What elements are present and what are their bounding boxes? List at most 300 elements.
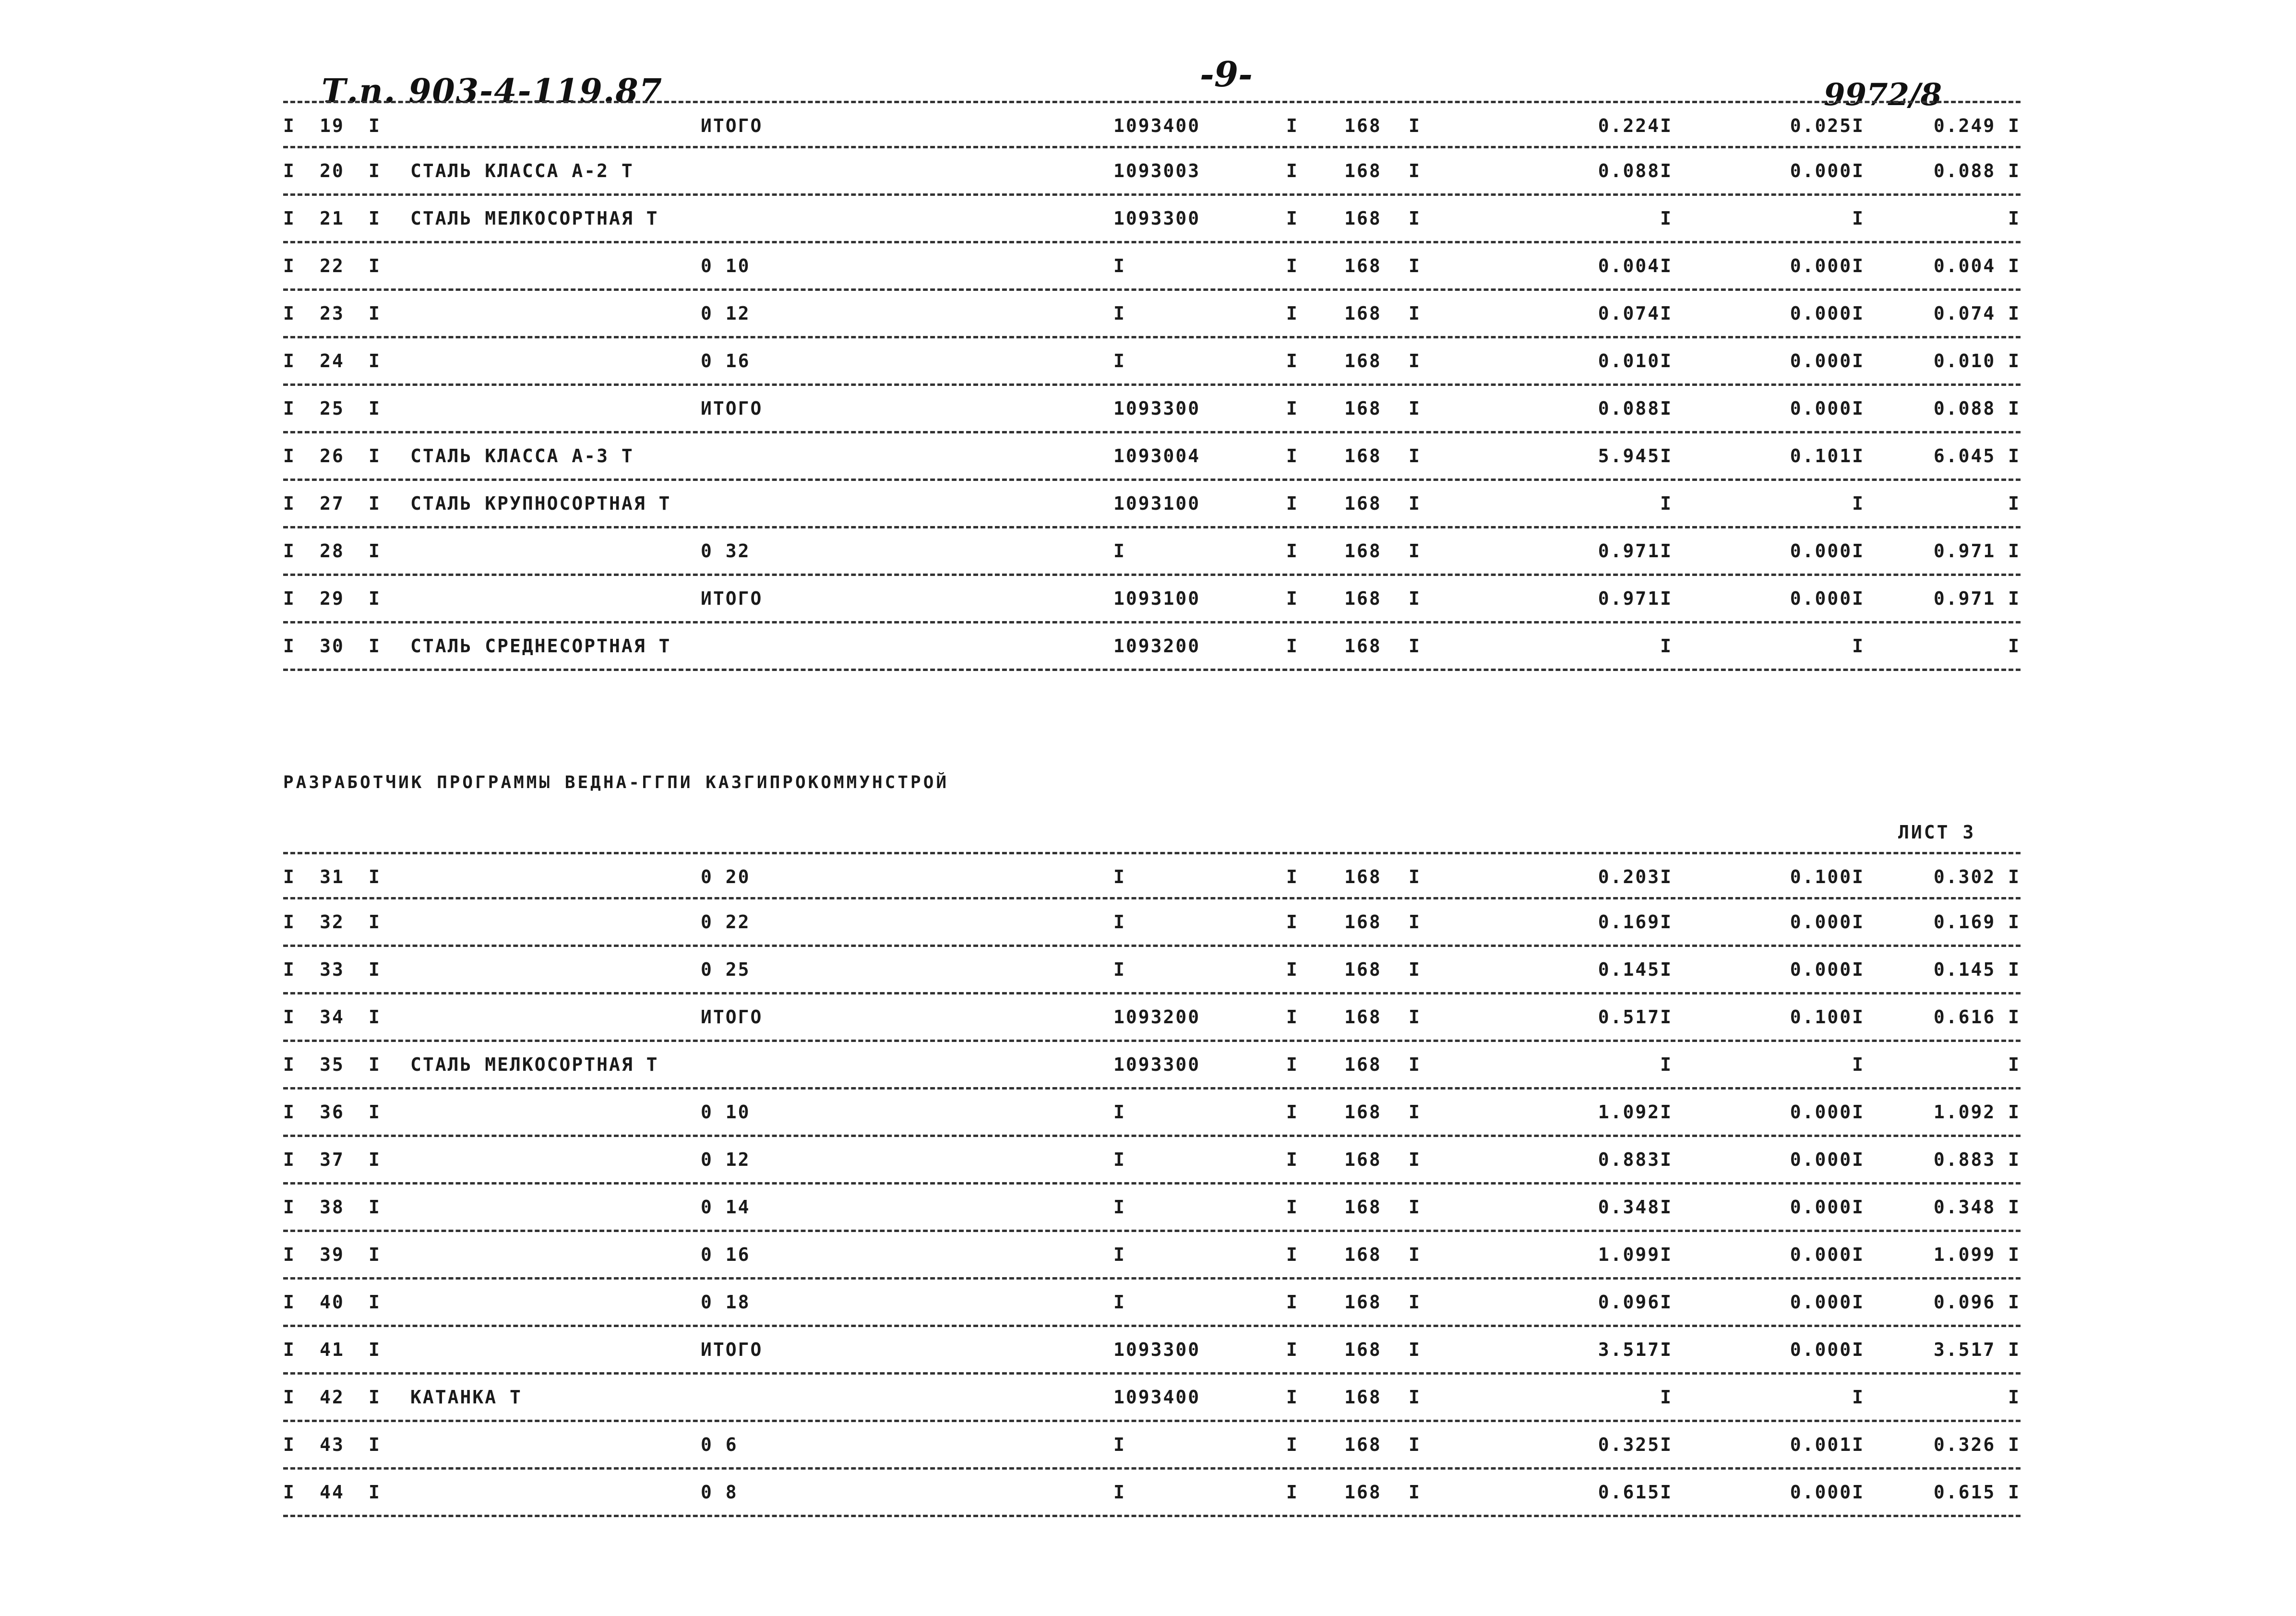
col-separator: I [369,1434,381,1455]
col-separator: I [1409,1244,1421,1265]
row-number: 40 [320,1292,345,1313]
material-code: I [1113,959,1126,980]
row-number: 43 [320,1434,345,1455]
value-total: 0.096 I [1933,1292,2021,1313]
material-size: ИТОГО [701,398,763,419]
col-separator: I [283,1197,296,1218]
col-separator: I [369,208,381,229]
col-separator: I [369,493,381,514]
col-separator: I [1286,445,1299,467]
row-number: 37 [320,1149,345,1170]
material-size: 0 8 [701,1482,738,1503]
table-row [283,196,2021,243]
quantity-code: 168 [1344,303,1382,324]
value-1: 0.883I [1598,1149,1673,1170]
table-row [283,899,2021,947]
quantity-code: 168 [1344,1339,1382,1360]
value-1: 0.145I [1598,959,1673,980]
table-row [283,433,2021,481]
table-row [283,1422,2021,1470]
quantity-code: 168 [1344,1149,1382,1170]
row-number: 22 [320,255,345,276]
value-2: 0.000I [1790,1101,1865,1123]
material-size: 0 10 [701,1101,751,1123]
col-separator: I [1286,911,1299,933]
quantity-code: 168 [1344,1482,1382,1503]
col-separator: I [1409,208,1421,229]
value-1: 0.615I [1598,1482,1673,1503]
material-name: СТАЛЬ КРУПНОСОРТНАЯ Т [410,493,671,514]
value-total: I [2008,1387,2021,1408]
material-code: I [1113,1197,1126,1218]
material-size: 0 20 [701,866,751,887]
col-separator: I [1286,1387,1299,1408]
col-separator: I [283,1244,296,1265]
col-separator: I [283,959,296,980]
col-separator: I [283,1054,296,1075]
col-separator: I [1286,160,1299,181]
row-number: 21 [320,208,345,229]
col-separator: I [1409,588,1421,609]
value-total: 3.517 I [1933,1339,2021,1360]
table-row [283,1042,2021,1089]
value-2: 0.000I [1790,1244,1865,1265]
row-number: 25 [320,398,345,419]
table-row [283,386,2021,433]
value-1: 0.203I [1598,866,1673,887]
value-total: 1.099 I [1933,1244,2021,1265]
material-code: I [1113,1149,1126,1170]
col-separator: I [1409,1149,1421,1170]
col-separator: I [1286,493,1299,514]
quantity-code: 168 [1344,160,1382,181]
value-total: 6.045 I [1933,445,2021,467]
value-total: I [2008,635,2021,657]
value-2: 0.000I [1790,1482,1865,1503]
value-2: 0.000I [1790,588,1865,609]
quantity-code: 168 [1344,255,1382,276]
quantity-code: 168 [1344,588,1382,609]
col-separator: I [369,1339,381,1360]
material-code: I [1113,1292,1126,1313]
value-total: 0.971 I [1933,588,2021,609]
material-size: 0 12 [701,1149,751,1170]
value-total: 0.348 I [1933,1197,2021,1218]
value-2: I [1852,1054,1865,1075]
col-separator: I [1409,493,1421,514]
col-separator: I [1409,1387,1421,1408]
col-separator: I [1286,303,1299,324]
value-2: 0.000I [1790,1292,1865,1313]
col-separator: I [1409,959,1421,980]
col-separator: I [369,540,381,562]
row-number: 39 [320,1244,345,1265]
col-separator: I [283,160,296,181]
quantity-code: 168 [1344,959,1382,980]
col-separator: I [1286,208,1299,229]
material-size: 0 14 [701,1197,751,1218]
col-separator: I [369,160,381,181]
col-separator: I [369,445,381,467]
col-separator: I [1409,1434,1421,1455]
table-row [283,243,2021,291]
col-separator: I [1409,160,1421,181]
quantity-code: 168 [1344,1101,1382,1123]
value-2: 0.100I [1790,1006,1865,1028]
col-separator: I [283,1101,296,1123]
col-separator: I [1286,1292,1299,1313]
material-size: ИТОГО [701,1006,763,1028]
col-separator: I [283,493,296,514]
col-separator: I [369,635,381,657]
material-code: 1093100 [1113,588,1201,609]
value-1: 0.074I [1598,303,1673,324]
material-code: I [1113,911,1126,933]
table-row [283,1232,2021,1280]
materials-table-top [283,101,2021,671]
row-number: 38 [320,1197,345,1218]
col-separator: I [1286,635,1299,657]
col-separator: I [369,1006,381,1028]
value-1: 0.224I [1598,115,1673,136]
material-size: 0 32 [701,540,751,562]
col-separator: I [283,255,296,276]
material-size: 0 18 [701,1292,751,1313]
value-2: 0.000I [1790,303,1865,324]
quantity-code: 168 [1344,1292,1382,1313]
col-separator: I [1409,540,1421,562]
row-number: 34 [320,1006,345,1028]
col-separator: I [283,635,296,657]
material-size: ИТОГО [701,588,763,609]
material-size: 0 25 [701,959,751,980]
quantity-code: 168 [1344,208,1382,229]
material-code: 1093300 [1113,398,1201,419]
col-separator: I [283,1387,296,1408]
value-total: 0.615 I [1933,1482,2021,1503]
col-separator: I [283,540,296,562]
col-separator: I [1409,1054,1421,1075]
col-separator: I [283,445,296,467]
value-total: 0.088 I [1933,160,2021,181]
value-1: 0.096I [1598,1292,1673,1313]
row-number: 41 [320,1339,345,1360]
material-code: I [1113,1101,1126,1123]
value-2: 0.000I [1790,350,1865,371]
col-separator: I [1409,1339,1421,1360]
col-separator: I [1409,1482,1421,1503]
material-name: СТАЛЬ МЕЛКОСОРТНАЯ Т [410,208,659,229]
col-separator: I [1286,1149,1299,1170]
table-row [283,1185,2021,1232]
row-number: 33 [320,959,345,980]
material-code: 1093200 [1113,1006,1201,1028]
col-separator: I [1409,866,1421,887]
value-1: 1.092I [1598,1101,1673,1123]
row-number: 28 [320,540,345,562]
material-code: I [1113,350,1126,371]
material-code: I [1113,866,1126,887]
row-number: 24 [320,350,345,371]
value-total: 0.326 I [1933,1434,2021,1455]
col-separator: I [369,1054,381,1075]
quantity-code: 168 [1344,866,1382,887]
table-row [283,576,2021,623]
value-total: 0.883 I [1933,1149,2021,1170]
value-total: 0.169 I [1933,911,2021,933]
col-separator: I [1286,1054,1299,1075]
quantity-code: 168 [1344,493,1382,514]
value-1: 0.348I [1598,1197,1673,1218]
material-code: 1093300 [1113,208,1201,229]
quantity-code: 168 [1344,1197,1382,1218]
row-number: 23 [320,303,345,324]
value-total: 0.616 I [1933,1006,2021,1028]
developer-line: РАЗРАБОТЧИК ПРОГРАММЫ ВЕДНА-ГГПИ КАЗГИПРОКОММУНСТРОЙ [283,773,949,792]
value-total: 0.088 I [1933,398,2021,419]
material-size: 0 22 [701,911,751,933]
row-number: 29 [320,588,345,609]
quantity-code: 168 [1344,398,1382,419]
row-number: 31 [320,866,345,887]
col-separator: I [1409,635,1421,657]
col-separator: I [283,398,296,419]
value-1: 0.971I [1598,540,1673,562]
col-separator: I [283,1292,296,1313]
quantity-code: 168 [1344,350,1382,371]
material-name: СТАЛЬ КЛАССА А-3 Т [410,445,634,467]
value-total: 1.092 I [1933,1101,2021,1123]
col-separator: I [1409,303,1421,324]
col-separator: I [369,1292,381,1313]
value-1: I [1660,635,1673,657]
value-1: I [1660,493,1673,514]
col-separator: I [283,1434,296,1455]
col-separator: I [1409,445,1421,467]
col-separator: I [369,1244,381,1265]
col-separator: I [1409,911,1421,933]
col-separator: I [283,1339,296,1360]
material-code: I [1113,303,1126,324]
col-separator: I [1409,1292,1421,1313]
quantity-code: 168 [1344,635,1382,657]
quantity-code: 168 [1344,540,1382,562]
value-1: 0.004I [1598,255,1673,276]
value-1: 0.169I [1598,911,1673,933]
value-2: I [1852,1387,1865,1408]
material-code: I [1113,1434,1126,1455]
value-total: 0.302 I [1933,866,2021,887]
material-code: 1093300 [1113,1339,1201,1360]
col-separator: I [369,911,381,933]
row-number: 36 [320,1101,345,1123]
col-separator: I [1409,255,1421,276]
value-2: 0.001I [1790,1434,1865,1455]
table-row [283,1137,2021,1185]
page-number: -9- [1200,54,1253,95]
value-total: I [2008,208,2021,229]
col-separator: I [1286,255,1299,276]
value-2: I [1852,493,1865,514]
quantity-code: 168 [1344,1054,1382,1075]
table-row [283,994,2021,1042]
col-separator: I [283,1149,296,1170]
value-1: 0.088I [1598,398,1673,419]
value-1: 1.099I [1598,1244,1673,1265]
value-total: 0.249 I [1933,115,2021,136]
table-row [283,148,2021,196]
quantity-code: 168 [1344,1434,1382,1455]
col-separator: I [369,255,381,276]
value-1: I [1660,1387,1673,1408]
quantity-code: 168 [1344,911,1382,933]
col-separator: I [369,1101,381,1123]
value-2: 0.000I [1790,540,1865,562]
material-name: СТАЛЬ МЕЛКОСОРТНАЯ Т [410,1054,659,1075]
row-number: 26 [320,445,345,467]
col-separator: I [283,866,296,887]
col-separator: I [283,115,296,136]
value-total: 0.010 I [1933,350,2021,371]
quantity-code: 168 [1344,445,1382,467]
material-size: ИТОГО [701,1339,763,1360]
table-row [283,623,2021,671]
col-separator: I [1286,1006,1299,1028]
material-code: I [1113,1244,1126,1265]
table-row [283,947,2021,994]
value-1: I [1660,208,1673,229]
table-row [283,101,2021,148]
value-1: 0.517I [1598,1006,1673,1028]
col-separator: I [369,1482,381,1503]
col-separator: I [283,1482,296,1503]
material-size: 0 16 [701,1244,751,1265]
col-separator: I [1286,1339,1299,1360]
material-code: 1093400 [1113,115,1201,136]
value-1: 5.945I [1598,445,1673,467]
row-number: 20 [320,160,345,181]
table-row [283,1375,2021,1422]
quantity-code: 168 [1344,115,1382,136]
material-size: 0 6 [701,1434,738,1455]
value-2: 0.100I [1790,866,1865,887]
value-total: 0.145 I [1933,959,2021,980]
table-row [283,291,2021,338]
col-separator: I [1286,588,1299,609]
table-row [283,1327,2021,1375]
col-separator: I [1286,398,1299,419]
material-code: I [1113,1482,1126,1503]
col-separator: I [1286,866,1299,887]
col-separator: I [1286,540,1299,562]
value-2: 0.000I [1790,398,1865,419]
value-total: 0.004 I [1933,255,2021,276]
col-separator: I [1409,1101,1421,1123]
col-separator: I [1286,350,1299,371]
col-separator: I [1286,1244,1299,1265]
col-separator: I [283,588,296,609]
value-1: 0.088I [1598,160,1673,181]
col-separator: I [369,1387,381,1408]
value-1: 0.971I [1598,588,1673,609]
value-total: 0.074 I [1933,303,2021,324]
col-separator: I [369,1149,381,1170]
value-2: 0.000I [1790,959,1865,980]
col-separator: I [369,350,381,371]
row-number: 35 [320,1054,345,1075]
col-separator: I [283,350,296,371]
value-2: 0.025I [1790,115,1865,136]
material-size: 0 16 [701,350,751,371]
value-2: 0.000I [1790,160,1865,181]
value-1: 3.517I [1598,1339,1673,1360]
quantity-code: 168 [1344,1387,1382,1408]
table-row [283,1280,2021,1327]
quantity-code: 168 [1344,1006,1382,1028]
table-row [283,338,2021,386]
value-2: 0.000I [1790,911,1865,933]
value-1: 0.010I [1598,350,1673,371]
value-2: I [1852,635,1865,657]
quantity-code: 168 [1344,1244,1382,1265]
material-size: ИТОГО [701,115,763,136]
row-number: 42 [320,1387,345,1408]
col-separator: I [369,303,381,324]
value-total: I [2008,493,2021,514]
col-separator: I [1286,115,1299,136]
material-code: 1093300 [1113,1054,1201,1075]
value-total: 0.971 I [1933,540,2021,562]
col-separator: I [369,866,381,887]
table-row [283,528,2021,576]
col-separator: I [1409,115,1421,136]
value-1: 0.325I [1598,1434,1673,1455]
table-row [283,1470,2021,1517]
col-separator: I [1409,350,1421,371]
value-2: 0.101I [1790,445,1865,467]
material-name: КАТАНКА Т [410,1387,522,1408]
col-separator: I [283,1006,296,1028]
material-code: 1093100 [1113,493,1201,514]
col-separator: I [283,208,296,229]
material-name: СТАЛЬ СРЕДНЕСОРТНАЯ Т [410,635,671,657]
value-2: I [1852,208,1865,229]
material-size: 0 12 [701,303,751,324]
value-2: 0.000I [1790,1197,1865,1218]
col-separator: I [1409,1006,1421,1028]
table-row [283,852,2021,899]
col-separator: I [1409,398,1421,419]
sheet-reference: 9972/8 [1824,77,1942,113]
row-number: 27 [320,493,345,514]
col-separator: I [1286,1482,1299,1503]
col-separator: I [369,398,381,419]
row-number: 32 [320,911,345,933]
value-2: 0.000I [1790,1149,1865,1170]
material-code: 1093200 [1113,635,1201,657]
document-code: Т.п. 903-4-119.87 [322,72,663,110]
col-separator: I [1409,1197,1421,1218]
col-separator: I [369,115,381,136]
col-separator: I [369,1197,381,1218]
col-separator: I [283,303,296,324]
value-2: 0.000I [1790,255,1865,276]
col-separator: I [369,588,381,609]
material-size: 0 10 [701,255,751,276]
col-separator: I [1286,1101,1299,1123]
material-code: 1093004 [1113,445,1201,467]
value-2: 0.000I [1790,1339,1865,1360]
